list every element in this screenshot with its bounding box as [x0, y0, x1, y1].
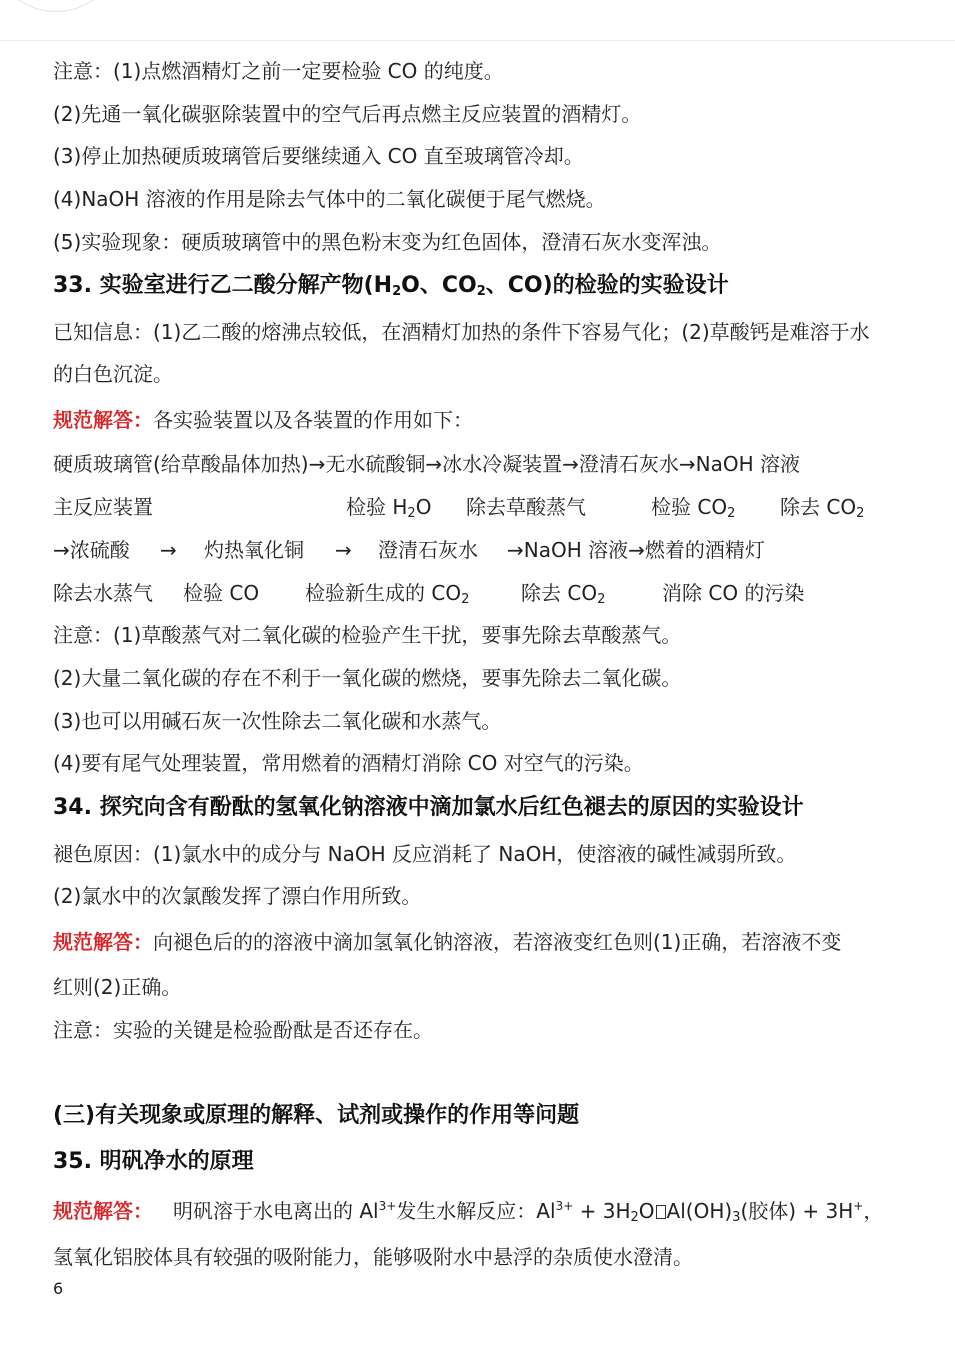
page-number: 6	[53, 1279, 64, 1298]
role-check-co: 检验 CO	[183, 581, 260, 605]
note-33-2: (2)大量二氧化碳的存在不利于一氧化碳的燃烧，要事先除去二氧化碳。	[53, 666, 682, 690]
note-32-2: (2)先通一氧化碳驱除装置中的空气后再点燃主反应装置的酒精灯。	[53, 102, 642, 126]
role-remove-oxalic: 除去草酸蒸气	[466, 495, 586, 519]
role-main-reactor: 主反应装置	[53, 495, 153, 519]
info-33-line-2: 的白色沉淀。	[53, 362, 173, 386]
equilibrium-arrow-icon	[656, 1205, 666, 1219]
note-34: 注意：实验的关键是检验酚酞是否还存在。	[53, 1018, 433, 1042]
role-check-co2: 检验 $CO_2$	[651, 495, 736, 521]
role-remove-water: 除去水蒸气	[53, 581, 153, 605]
heading-35: 35. 明矾净水的原理	[53, 1149, 254, 1174]
answer-label: 规范解答：	[53, 930, 153, 954]
heading-34: 34. 探究向含有酚酞的氢氧化钠溶液中滴加氯水后红色褪去的原因的实验设计	[53, 795, 804, 820]
avatar	[0, 0, 112, 12]
flow-33-cuo: 灼热氧化铜	[204, 538, 304, 562]
flow-33-limewater: 澄清石灰水	[378, 538, 478, 562]
note-32-3: (3)停止加热硬质玻璃管后要继续通入 CO 直至玻璃管冷却。	[53, 144, 584, 168]
answer-34-cont: 红则(2)正确。	[53, 975, 182, 999]
flow-33-arrow-2: →	[335, 538, 352, 562]
note-33-1: 注意：(1)草酸蒸气对二氧化碳的检验产生干扰，要事先除去草酸蒸气。	[53, 623, 682, 647]
role-remove-co2-2: 除去 $CO_2$	[521, 581, 606, 607]
reason-34-2: (2)氯水中的次氯酸发挥了漂白作用所致。	[53, 884, 422, 908]
reason-34-1: 褪色原因：(1)氯水中的成分与 NaOH 反应消耗了 NaOH，使溶液的碱性减弱所致。	[53, 842, 797, 866]
role-remove-co2: 除去 $CO_2$	[780, 495, 865, 521]
answer-35-cont: 氢氧化铝胶体具有较强的吸附能力，能够吸附水中悬浮的杂质使水澄清。	[53, 1245, 693, 1269]
answer-33: 规范解答：各实验装置以及各装置的作用如下：	[53, 408, 473, 432]
note-33-4: (4)要有尾气处理装置，常用燃着的酒精灯消除 CO 对空气的污染。	[53, 751, 644, 775]
answer-35: 规范解答： 明矾溶于水电离出的 $Al^{3+}$发生水解反应：$Al^{3+} + 3H_2O$ $Al(OH)_3$(胶体) + 3H+，	[53, 1199, 884, 1225]
answer-label: 规范解答：	[53, 1199, 153, 1223]
flow-33-line-1: 硬质玻璃管(给草酸晶体加热)→无水硫酸铜→冰水冷凝装置→澄清石灰水→NaOH 溶液	[53, 452, 800, 476]
flow-33-sulfuric: →浓硫酸	[53, 538, 130, 562]
heading-33: 33. 实验室进行乙二酸分解产物($H_2O$、$CO_2$、CO)的检验的实验设计	[53, 273, 729, 299]
flow-33-naoh-lamp: →NaOH 溶液→燃着的酒精灯	[507, 538, 765, 562]
answer-label: 规范解答：	[53, 408, 153, 432]
flow-33-arrow-1: →	[160, 538, 177, 562]
role-check-h2o: 检验 $H_2O$	[346, 495, 432, 521]
top-bar	[0, 0, 955, 41]
answer-34: 规范解答：向褪色后的的溶液中滴加氢氧化钠溶液，若溶液变红色则(1)正确，若溶液不变	[53, 930, 842, 954]
note-32-4: (4)NaOH 溶液的作用是除去气体中的二氧化碳便于尾气燃烧。	[53, 187, 606, 211]
note-32-1: 注意：(1)点燃酒精灯之前一定要检验 CO 的纯度。	[53, 59, 504, 83]
info-33-line-1: 已知信息：(1)乙二酸的熔沸点较低，在酒精灯加热的条件下容易气化；(2)草酸钙是难溶于水	[53, 320, 870, 344]
note-33-3: (3)也可以用碱石灰一次性除去二氧化碳和水蒸气。	[53, 709, 502, 733]
role-check-new-co2: 检验新生成的 $CO_2$	[305, 581, 470, 607]
section-3-title: (三)有关现象或原理的解释、试剂或操作的作用等问题	[53, 1103, 580, 1128]
role-remove-pollution: 消除 CO 的污染	[662, 581, 805, 605]
note-32-5: (5)实验现象：硬质玻璃管中的黑色粉末变为红色固体，澄清石灰水变浑浊。	[53, 230, 722, 254]
